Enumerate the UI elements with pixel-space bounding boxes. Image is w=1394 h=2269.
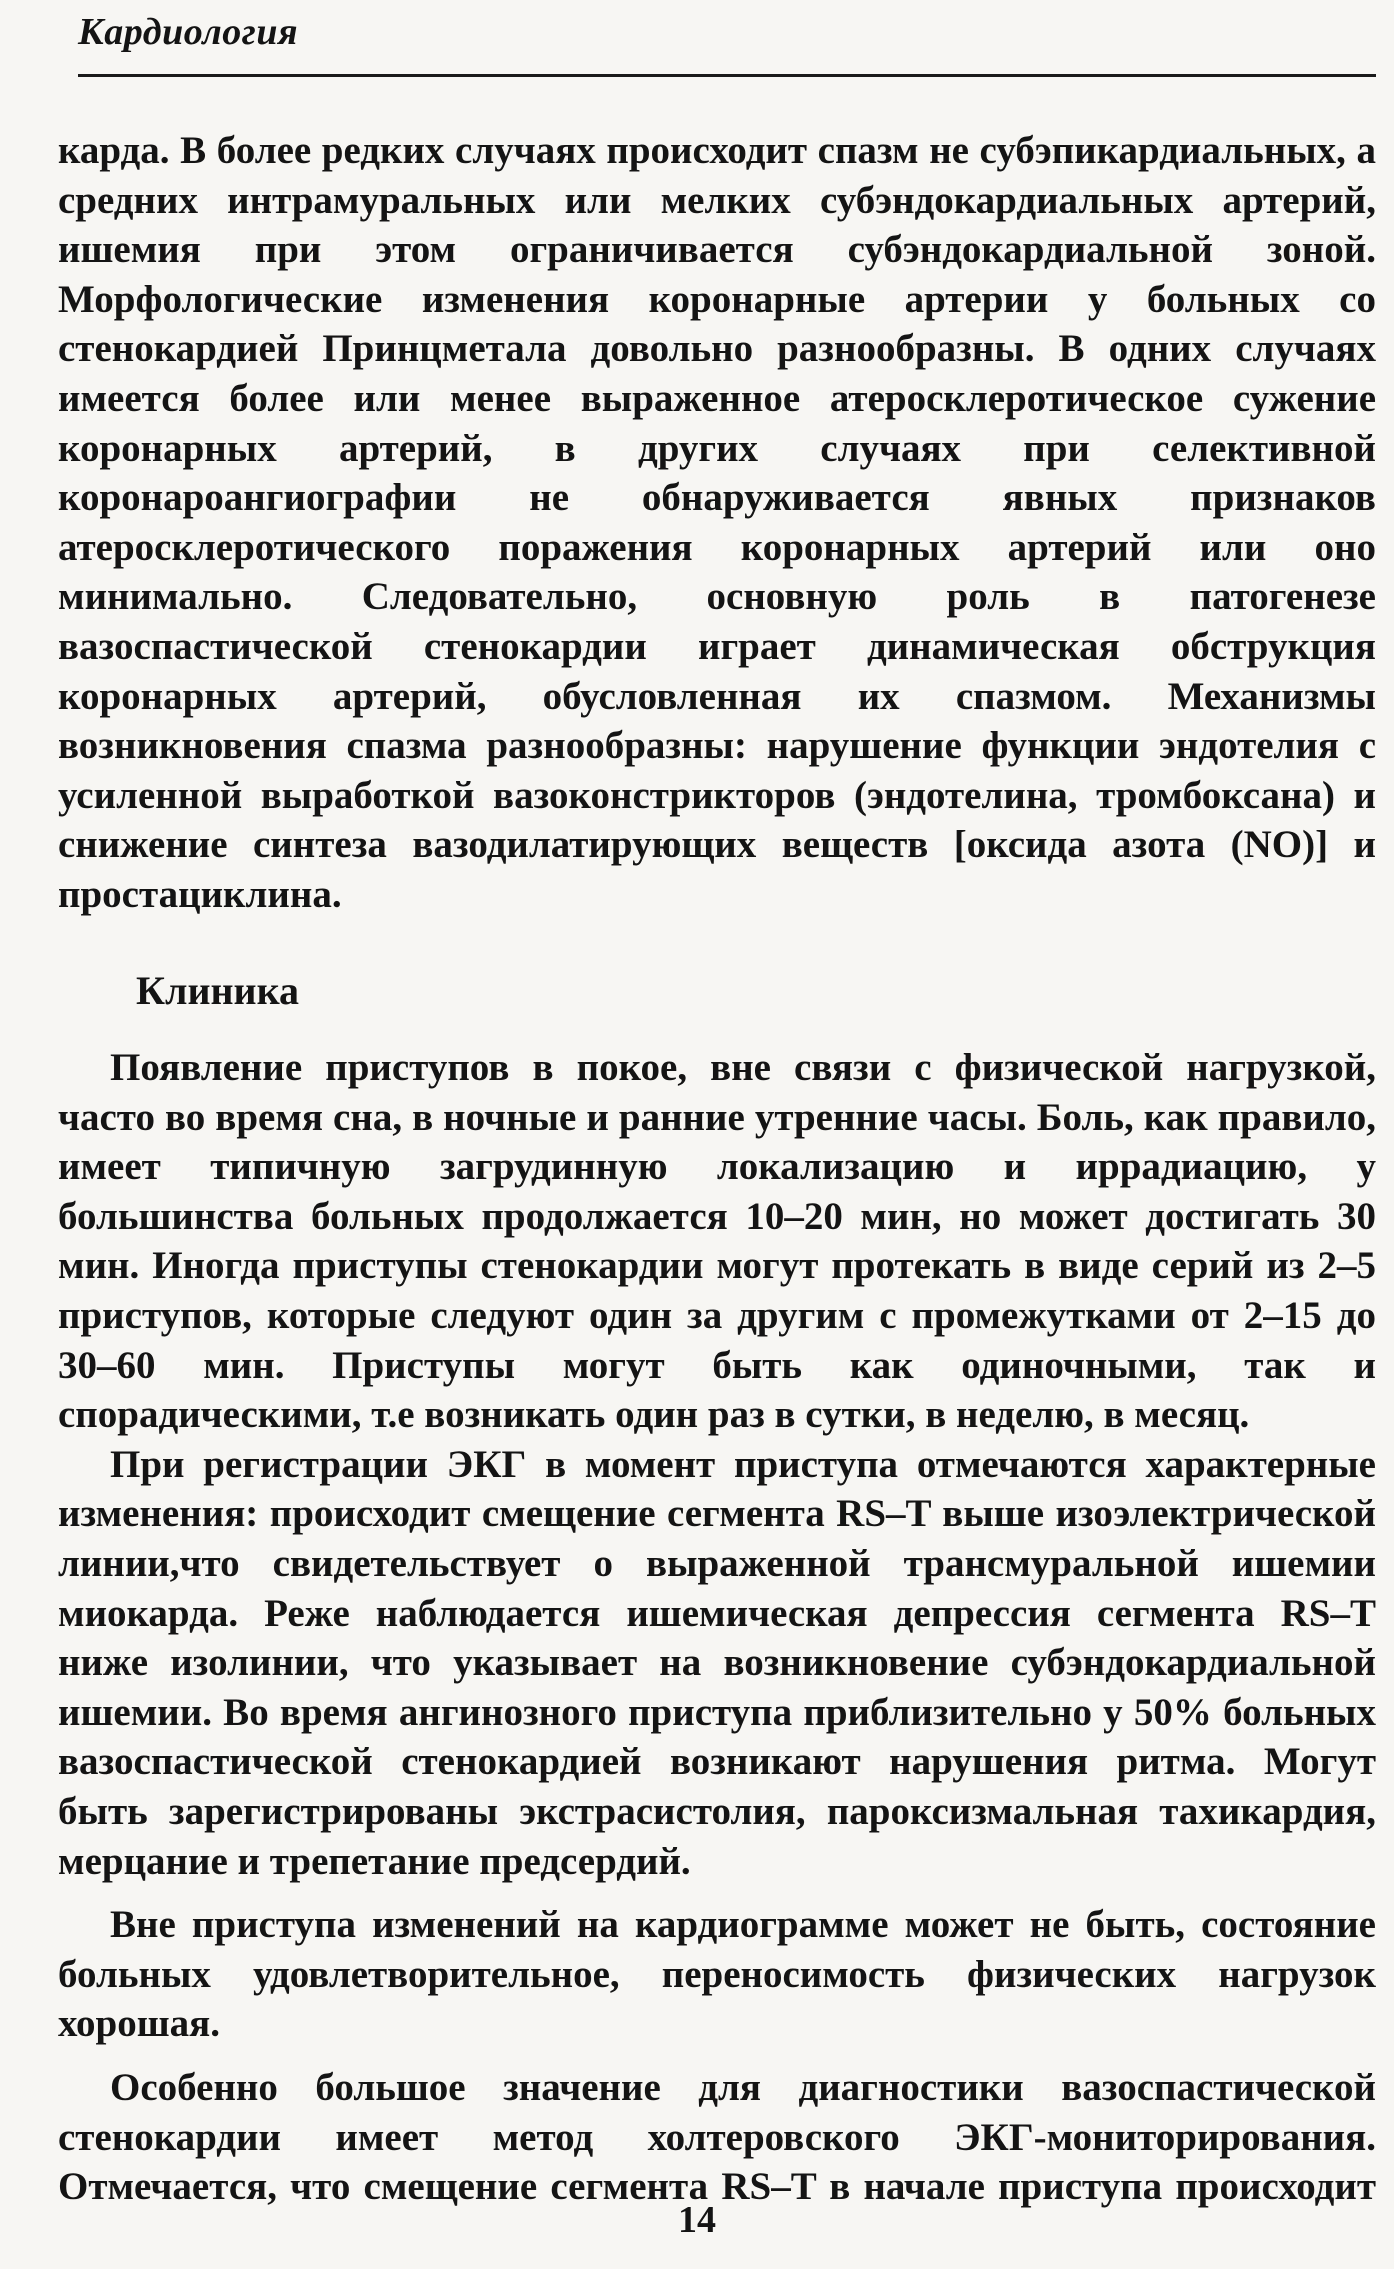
paragraph-holter: Особенно большое значение для диагностики вазоспастической стенокардии имеет метод холтеровского ЭКГ-мониторирования. Отмечается, что смещение сегмента RS–T в начале приступа происходит	[58, 2065, 1376, 2209]
paragraph-between-attacks: Вне приступа изменений на кардиограмме может не быть, состояние больных удовлетворительное, переносимость физических нагрузок хорошая.	[58, 1903, 1376, 2046]
paragraph-pathogenesis: карда. В более редких случаях происходит спазм не субэпикардиальных, а средних интрамуральных или мелких субэндокардиальных артерий, ишемия при этом ограничивается субэндокардиальной зоной. Морфологические изменения коронарные артерии у больных со стенокардией Принцметала довольно разнообразны. В одних случаях имеется более или менее выраженное атеросклеротическое сужение коронарных артерий, в других случаях при селективной коронароангиографии не обнаруживается явных признаков атеросклеротического поражения коронарных артерий или оно минимально. Следовательно, основную роль в патогенезе вазоспастической стенокардии играет динамическая обструкция коронарных артерий, обусловленная их спазмом. Механизмы возникновения спазма разнообразны: нарушение функции эндотелия с усиленной выработкой вазоконстрикторов (эндотелина, тромбоксана) и снижение синтеза вазодилатирующих веществ [оксида азота (NO)] и простациклина.	[58, 129, 1376, 916]
paragraph-attacks: Появление приступов в покое, вне связи с физической нагрузкой, часто во время сна, в ночные и ранние утренние часы. Боль, как правило, имеет типичную загрудинную локализацию и иррадиацию, у большинства больных продолжается 10–20 мин, но может достигать 30 мин. Иногда приступы стенокардии могут протекать в виде серий из 2–5 приступов, которые следуют один за другим с промежутками от 2–15 до 30–60 мин. Приступы могут быть как одиночными, так и спорадическими, т.е возникать один раз в сутки, в неделю, в месяц.	[58, 1046, 1376, 1437]
running-head: Кардиология	[78, 11, 299, 53]
body-text	[58, 126, 1376, 2212]
section-heading: Клиника	[136, 967, 300, 1013]
paragraph-ecg: При регистрации ЭКГ в момент приступа отмечаются характерные изменения: происходит смещение сегмента RS–T выше изоэлектрической линии,что свидетельствует о выраженной трансмуральной ишемии миокарда. Реже наблюдается ишемическая депрессия сегмента RS–T ниже изолинии, что указывает на возникновение субэндокардиальной ишемии. Во время ангинозного приступа приблизительно у 50% больных вазоспастической стенокардией возникают нарушения ритма. Могут быть зарегистрированы экстрасистолия, пароксизмальная тахикардия, мерцание и трепетание предсердий.	[58, 1442, 1376, 1883]
page-number: 14	[678, 2199, 716, 2241]
header-rule	[78, 74, 1376, 77]
